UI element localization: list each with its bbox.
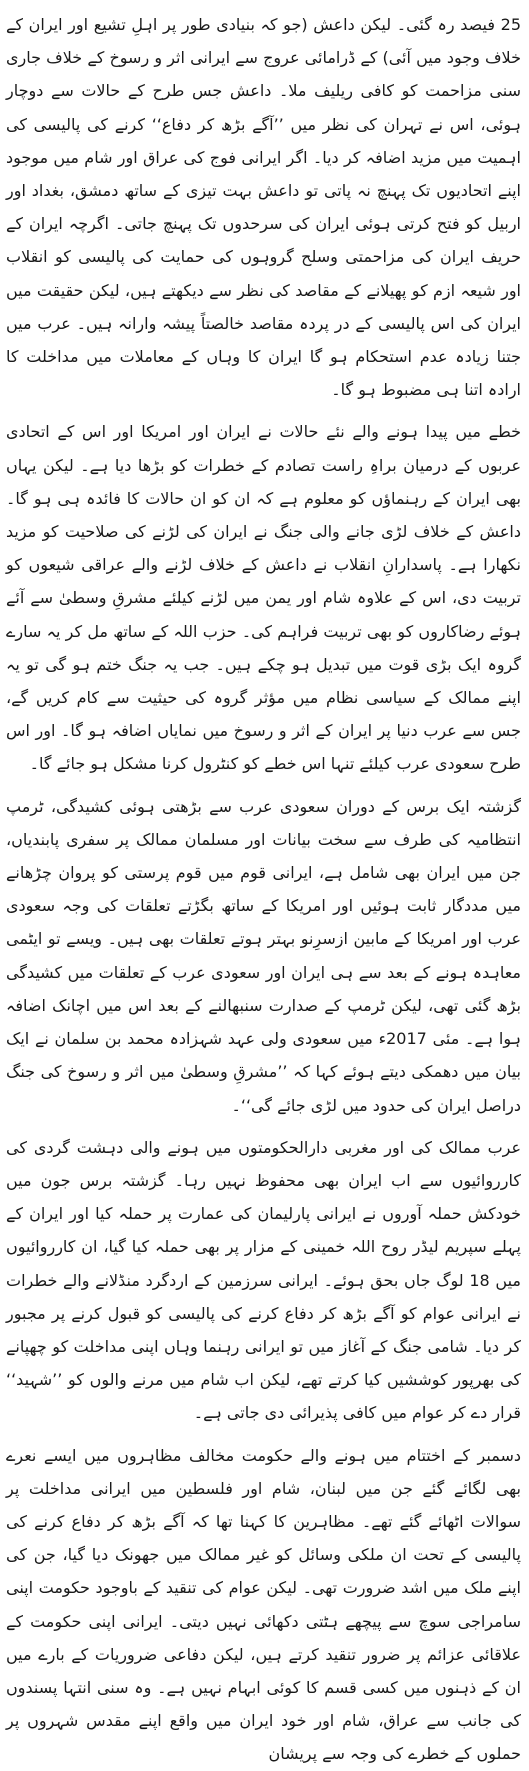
- article-paragraph-2: خطے میں پیدا ہونے والے نئے حالات نے ایران اور امریکا اور اس کے اتحادی عربوں کے درمیان براہِ راست تصادم کے خطرات کو بڑھا دیا ہے۔ لیکن یہاں بھی ایران کے رہنماؤں کو معلوم ہے کہ ان کو ان حالات کا فائدہ ہی ہو گا۔ داعش کے خلاف لڑی جانے والی جنگ نے ایران کی لڑنے کی صلاحیت کو مزید نکھارا ہے۔ پاسدارانِ انقلاب نے داعش کے خلاف لڑنے والے عراقی شیعوں کو تربیت دی، اس کے علاوہ شام اور یمن میں لڑنے کیلئے مشرقِ وسطیٰ سے آئے ہوئے رضاکاروں کو بھی تربیت فراہم کی۔ حزب اللہ کے ساتھ مل کر یہ سارے گروہ ایک بڑی قوت میں تبدیل ہو چکے ہیں۔ جب یہ جنگ ختم ہو گی تو یہ اپنے ممالک کے سیاسی نظام میں مؤثر گروہ کی حیثیت سے کام کریں گے، جس سے عرب دنیا پر ایران کے اثر و رسوخ میں نمایاں اضافہ ہو گا۔ اور اس طرح سعودی عرب کیلئے تنہا اس خطے کو کنٹرول کرنا مشکل ہو جائے گا۔: [6, 422, 521, 774]
- article-paragraph-1: 25 فیصد رہ گئی۔ لیکن داعش (جو کہ بنیادی طور پر اہلِ تشیع اور ایران کے خلاف وجود میں آئی) کے ڈرامائی عروج سے ایرانی اثر و رسوخ کے خلاف جاری سنی مزاحمت کو کافی ریلیف ملا۔ داعش جس طرح کے حالات سے دوچار ہوئی، اس نے تہران کی نظر میں ’’آگے بڑھ کر دفاع‘‘ کرنے کی پالیسی کی اہمیت میں مزید اضافہ کر دیا۔ اگر ایرانی فوج کی عراق اور شام میں موجود اپنے اتحادیوں تک پہنچ نہ پاتی تو داعش بہت تیزی کے ساتھ دمشق، بغداد اور اربیل کو فتح کرتی ہوئی ایران کی سرحدوں تک پہنچ جاتی۔ اگرچہ ایران کے حریف ایران کی مزاحمتی وسلح گروہوں کی حمایت کی پالیسی کو انقلاب اور شیعہ ازم کو پھیلانے کے مقاصد کی نظر سے دیکھتے ہیں، لیکن حقیقت میں ایران کی اس پالیسی کے در پردہ مقاصد خالصتاً پیشہ وارانہ ہیں۔ عرب میں جتنا زیادہ عدم استحکام ہو گا ایران کا وہاں کے معاملات میں مداخلت کا ارادہ اتنا ہی مضبوط ہو گا۔: [6, 15, 521, 400]
- article-paragraph-5: دسمبر کے اختتام میں ہونے والے حکومت مخالف مظاہروں میں ایسے نعرے بھی لگائے گئے جن میں لبنان، شام اور فلسطین میں ایرانی مداخلت پر سوالات اٹھائے گئے تھے۔ مظاہرین کا کہنا تھا کہ آگے بڑھ کر دفاع کرنے کی پالیسی کے تحت ان ملکی وسائل کو غیر ممالک میں جھونک دیا گیا، جن کی اپنے ملک میں اشد ضرورت تھی۔ لیکن عوام کی تنقید کے باوجود حکومت اپنی سامراجی سوچ سے پیچھے ہٹتی دکھائی نہیں دیتی۔ ایرانی اپنی حکومت کے علاقائی عزائم پر ضرور تنقید کرتے ہیں، لیکن دفاعی ضروریات کے بارے میں ان کے ذہنوں میں کسی قسم کا کوئی ابہام نہیں ہے۔ وہ سنی انتہا پسندوں کی جانب سے عراق، شام اور خود ایران میں واقع اپنے مقدس شہروں پر حملوں کے خطرے کی وجہ سے پریشان: [6, 1445, 521, 1764]
- article-paragraph-4: عرب ممالک کی اور مغربی دارالحکومتوں میں ہونے والی دہشت گردی کی کارروائیوں سے اب ایران بھی محفوظ نہیں رہا۔ گزشتہ برس جون میں خودکش حملہ آوروں نے ایرانی پارلیمان کی عمارت پر حملہ کیا اور ایران کے پہلے سپریم لیڈر روح اللہ خمینی کے مزار پر بھی حملہ کیا گیا، ان کارروائیوں میں 18 لوگ جاں بحق ہوئے۔ ایرانی سرزمین کے اردگرد منڈلانے والے خطرات نے ایرانی عوام کو آگے بڑھ کر دفاع کرنے کی پالیسی کو قبول کرنے پر مجبور کر دیا۔ شامی جنگ کے آغاز میں تو ایرانی رہنما وہاں اپنی مداخلت کو چھپانے کی بھرپور کوششیں کیا کرتے تھے، لیکن اب شام میں مرنے والوں کو ’’شہید‘‘ قرار دے کر عوام میں کافی پذیرائی دی جاتی ہے۔: [6, 1137, 521, 1423]
- article-paragraph-3: گزشتہ ایک برس کے دوران سعودی عرب سے بڑھتی ہوئی کشیدگی، ٹرمپ انتظامیہ کی طرف سے سخت بیانات اور مسلمان ممالک پر سفری پابندیاں، جن میں ایران بھی شامل ہے، ایرانی قوم میں قوم پرستی کو پروان چڑھانے میں مددگار ثابت ہوئیں اور امریکا کے ساتھ بگڑتے تعلقات کی وجہ سعودی عرب اور امریکا کے مابین ازسرِنو بہتر ہوتے تعلقات بھی ہیں۔ ویسے تو ایٹمی معاہدہ ہونے کے بعد سے ہی ایران اور سعودی عرب کے تعلقات میں کشیدگی بڑھ گئی تھی، لیکن ٹرمپ کے صدارت سنبھالنے کے بعد اس میں اچانک اضافہ ہوا ہے۔ مئی 2017ء میں سعودی ولی عہد شہزادہ محمد بن سلمان نے ایک بیان میں دھمکی دیتے ہوئے کہا کہ ’’مشرقِ وسطیٰ میں اثر و رسوخ کی جنگ دراصل ایران کی حدود میں لڑی جائے گی‘‘۔: [6, 796, 521, 1115]
